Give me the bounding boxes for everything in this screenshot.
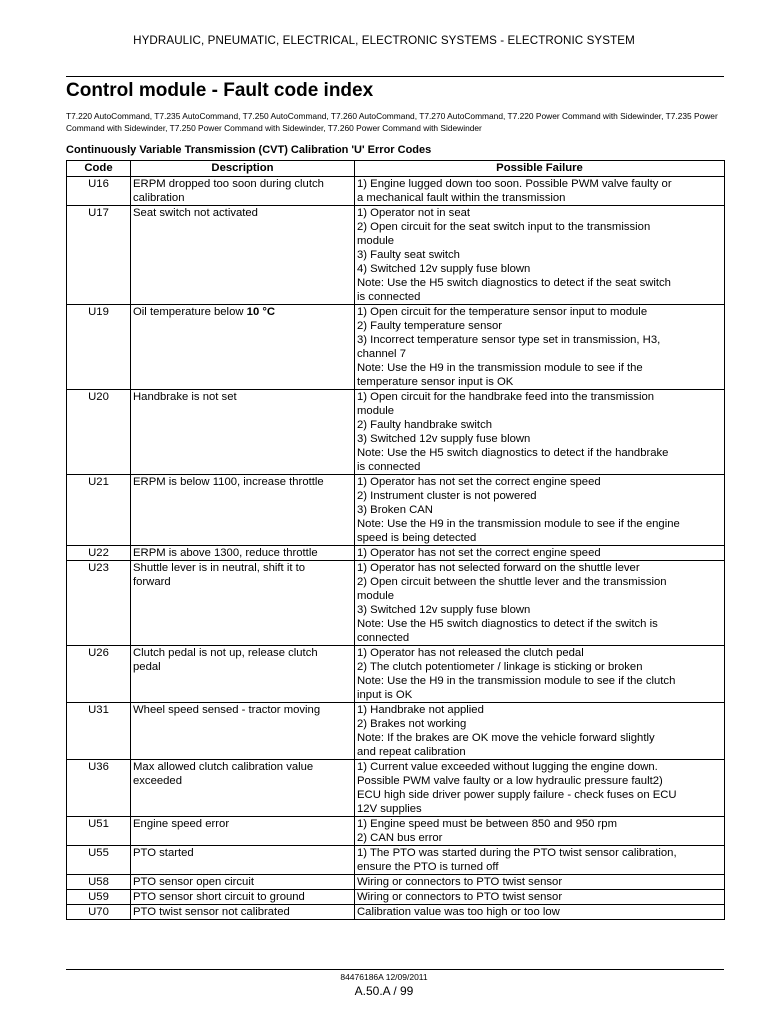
table-row <box>67 206 725 305</box>
description-line: PTO started <box>133 847 194 859</box>
table-row <box>67 817 725 846</box>
failure-cell <box>355 546 725 561</box>
failure-line: 2) Instrument cluster is not powered <box>357 490 537 502</box>
section-title: Continuously Variable Transmission (CVT) Calibration 'U' Error Codes <box>66 144 432 156</box>
failure-cell <box>355 177 725 206</box>
code-cell: U20 <box>67 390 131 475</box>
failure-line: Calibration value was too high or too low <box>357 906 560 918</box>
description-cell <box>131 646 355 703</box>
description-cell <box>131 890 355 905</box>
failure-line: Wiring or connectors to PTO twist sensor <box>357 891 563 903</box>
failure-line: 3) Faulty seat switch <box>357 249 460 261</box>
code-cell: U55 <box>67 846 131 875</box>
failure-line: is connected <box>357 461 421 473</box>
description-line: Engine speed error <box>133 818 230 830</box>
description-cell <box>131 561 355 646</box>
code-cell: U22 <box>67 546 131 561</box>
table-row <box>67 875 725 890</box>
description-line: ERPM dropped too soon during clutch <box>133 178 324 190</box>
failure-line: Note: If the brakes are OK move the vehicle forward slightly <box>357 732 655 744</box>
running-header: HYDRAULIC, PNEUMATIC, ELECTRICAL, ELECTRONIC SYSTEMS - ELECTRONIC SYSTEM <box>133 34 635 47</box>
failure-line: 1) Operator not in seat <box>357 207 471 219</box>
failure-line: 2) Open circuit between the shuttle lever and the transmission <box>357 576 667 588</box>
failure-cell <box>355 760 725 817</box>
table-row <box>67 561 725 646</box>
failure-line: Wiring or connectors to PTO twist sensor <box>357 876 563 888</box>
failure-line: 2) CAN bus error <box>357 832 443 844</box>
failure-line: 1) Open circuit for the temperature sensor input to module <box>357 306 648 318</box>
code-cell: U59 <box>67 890 131 905</box>
failure-line: 2) Faulty temperature sensor <box>357 320 503 332</box>
failure-line: 4) Switched 12v supply fuse blown <box>357 263 531 275</box>
failure-line: Possible PWM valve faulty or a low hydraulic pressure fault2) <box>357 775 663 787</box>
description-line: ERPM is above 1300, reduce throttle <box>133 547 318 559</box>
description-cell <box>131 546 355 561</box>
code-cell: U21 <box>67 475 131 546</box>
description-cell <box>131 390 355 475</box>
description-cell <box>131 475 355 546</box>
description-line: pedal <box>133 661 161 673</box>
description-line: calibration <box>133 192 185 204</box>
failure-line: 1) Operator has not set the correct engine speed <box>357 476 601 488</box>
code-cell: U58 <box>67 875 131 890</box>
failure-line: ensure the PTO is turned off <box>357 861 499 873</box>
code-cell: U26 <box>67 646 131 703</box>
description-cell <box>131 846 355 875</box>
failure-cell <box>355 875 725 890</box>
failure-line: is connected <box>357 291 421 303</box>
description-line: Handbrake is not set <box>133 391 237 403</box>
code-cell: U19 <box>67 305 131 390</box>
description-line: Shuttle lever is in neutral, shift it to <box>133 562 306 574</box>
failure-line: module <box>357 405 395 417</box>
failure-line: 1) Engine lugged down too soon. Possible PWM valve faulty or <box>357 178 672 190</box>
failure-line: input is OK <box>357 689 413 701</box>
failure-line: 2) Open circuit for the seat switch input to the transmission <box>357 221 651 233</box>
description-line <box>133 305 352 319</box>
failure-line: 2) Faulty handbrake switch <box>357 419 493 431</box>
failure-line: 1) Operator has not selected forward on the shuttle lever <box>357 562 640 574</box>
code-cell: U16 <box>67 177 131 206</box>
failure-line: speed is being detected <box>357 532 477 544</box>
description-cell <box>131 760 355 817</box>
document-number: 84476186A 12/09/2011 <box>340 972 428 982</box>
failure-line: 2) The clutch potentiometer / linkage is sticking or broken <box>357 661 643 673</box>
table-row <box>67 846 725 875</box>
failure-cell <box>355 646 725 703</box>
code-cell: U36 <box>67 760 131 817</box>
failure-line: 3) Incorrect temperature sensor type set in transmission, H3, <box>357 334 661 346</box>
fault-code-table <box>66 160 725 920</box>
code-cell: U51 <box>67 817 131 846</box>
failure-line: 1) Engine speed must be between 850 and 950 rpm <box>357 818 618 830</box>
failure-line: and repeat calibration <box>357 746 466 758</box>
failure-line: 3) Switched 12v supply fuse blown <box>357 433 531 445</box>
failure-cell <box>355 390 725 475</box>
failure-line: 1) Operator has not released the clutch pedal <box>357 647 584 659</box>
code-cell: U31 <box>67 703 131 760</box>
failure-cell <box>355 206 725 305</box>
failure-cell <box>355 905 725 920</box>
table-row <box>67 390 725 475</box>
table-row <box>67 646 725 703</box>
description-line: Wheel speed sensed - tractor moving <box>133 704 321 716</box>
table-row <box>67 177 725 206</box>
table-row <box>67 546 725 561</box>
failure-line: 12V supplies <box>357 803 422 815</box>
description-line: PTO sensor open circuit <box>133 876 254 888</box>
table-row <box>67 305 725 390</box>
column-header-code: Code <box>67 161 131 177</box>
failure-line: 1) Open circuit for the handbrake feed into the transmission <box>357 391 655 403</box>
failure-line: 1) Current value exceeded without lugging the engine down. <box>357 761 658 773</box>
failure-line: Note: Use the H9 in the transmission module to see if the engine <box>357 518 680 530</box>
table-row <box>67 905 725 920</box>
table-row <box>67 703 725 760</box>
description-text: Oil temperature below <box>133 306 247 318</box>
footer-rule <box>66 969 724 970</box>
failure-line: module <box>357 235 395 247</box>
description-cell <box>131 703 355 760</box>
description-line: exceeded <box>133 775 182 787</box>
failure-cell <box>355 561 725 646</box>
failure-line: 3) Broken CAN <box>357 504 433 516</box>
failure-line: 1) The PTO was started during the PTO twist sensor calibration, <box>357 847 677 859</box>
description-line: forward <box>133 576 171 588</box>
failure-cell <box>355 475 725 546</box>
failure-line: module <box>357 590 395 602</box>
description-cell <box>131 875 355 890</box>
failure-cell <box>355 890 725 905</box>
description-cell <box>131 817 355 846</box>
code-cell: U70 <box>67 905 131 920</box>
temperature-value: 10 °C <box>246 306 276 318</box>
failure-line: Note: Use the H5 switch diagnostics to detect if the seat switch <box>357 277 671 289</box>
failure-cell <box>355 703 725 760</box>
page-title: Control module - Fault code index <box>66 80 374 101</box>
failure-line: a mechanical fault within the transmission <box>357 192 566 204</box>
description-cell <box>131 305 355 390</box>
failure-line: Note: Use the H9 in the transmission module to see if the <box>357 362 643 374</box>
column-header-description: Description <box>131 161 355 177</box>
table-row <box>67 475 725 546</box>
failure-line: temperature sensor input is OK <box>357 376 514 388</box>
failure-line: channel 7 <box>357 348 406 360</box>
description-cell <box>131 206 355 305</box>
description-line: PTO sensor short circuit to ground <box>133 891 305 903</box>
code-cell: U23 <box>67 561 131 646</box>
table-row <box>67 760 725 817</box>
failure-line: 2) Brakes not working <box>357 718 467 730</box>
failure-cell <box>355 305 725 390</box>
column-header-possible-failure: Possible Failure <box>355 161 725 177</box>
description-cell <box>131 177 355 206</box>
failure-line: Note: Use the H5 switch diagnostics to detect if the switch is <box>357 618 658 630</box>
page-number: A.50.A / 99 <box>354 984 414 998</box>
failure-line: ECU high side driver power supply failure - check fuses on ECU <box>357 789 677 801</box>
failure-line: 1) Operator has not set the correct engine speed <box>357 547 601 559</box>
table-header-row <box>67 161 725 177</box>
failure-line: 3) Switched 12v supply fuse blown <box>357 604 531 616</box>
description-line: ERPM is below 1100, increase throttle <box>133 476 324 488</box>
description-line: Max allowed clutch calibration value <box>133 761 314 773</box>
description-line: Seat switch not activated <box>133 207 258 219</box>
model-list: T7.220 AutoCommand, T7.235 AutoCommand, T7.250 AutoCommand, T7.260 AutoCommand, T7.270 AutoCommand, T7.220 Power Command with Sidewinder, T7.235 Power Command with Sidewinder, T7.250 Power Command with Sidewinder, T7.260 Power Command with Sidewinder <box>66 111 718 133</box>
failure-cell <box>355 817 725 846</box>
failure-line: connected <box>357 632 410 644</box>
table-row <box>67 890 725 905</box>
header-rule <box>66 76 724 77</box>
description-cell <box>131 905 355 920</box>
description-line: Clutch pedal is not up, release clutch <box>133 647 318 659</box>
failure-line: Note: Use the H9 in the transmission module to see if the clutch <box>357 675 676 687</box>
failure-line: 1) Handbrake not applied <box>357 704 484 716</box>
description-line: PTO twist sensor not calibrated <box>133 906 290 918</box>
failure-line: Note: Use the H5 switch diagnostics to detect if the handbrake <box>357 447 669 459</box>
code-cell: U17 <box>67 206 131 305</box>
failure-cell <box>355 846 725 875</box>
